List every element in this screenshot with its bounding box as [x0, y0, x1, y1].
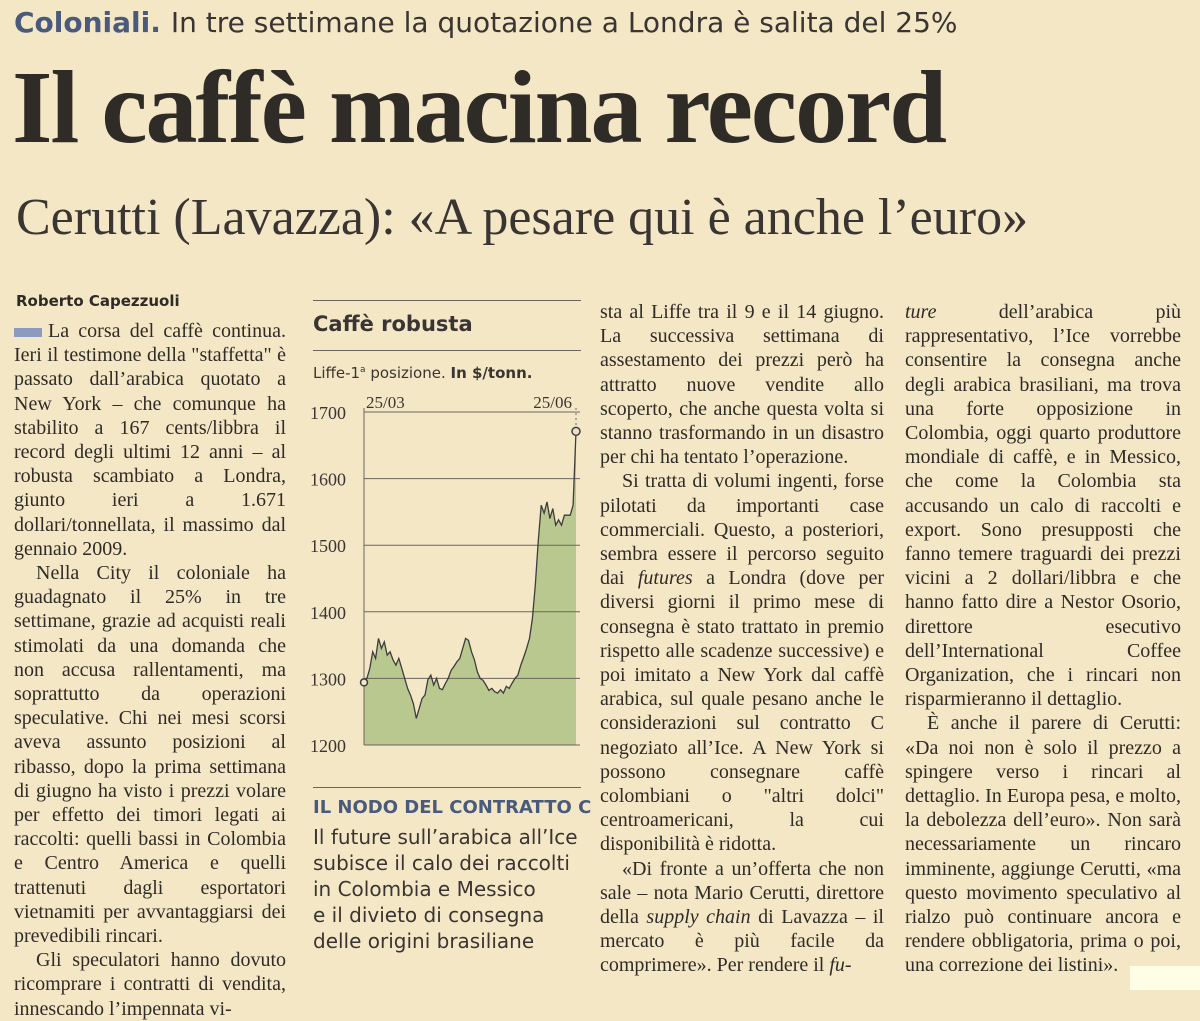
paragraph: Gli speculatori hanno dovuto ricomprare i contratti di vendita, innescando l’impennata vi-: [14, 949, 286, 1020]
italic-run: futures: [637, 567, 693, 590]
box-rule: [313, 787, 581, 788]
italic-run: ture: [905, 301, 937, 323]
text-run: Si tratta di volumi ingenti, forse pilotati da importanti case commerciali. Questo, a posteriori, sembra essere il percorso seguito dai: [600, 470, 884, 590]
box-text: [313, 824, 593, 954]
italic-run: fu-: [829, 954, 852, 977]
price-chart: [300, 392, 590, 767]
chart-subtitle: [313, 364, 532, 382]
y-tick-label: 1300: [310, 669, 346, 690]
chart-subtitle-sup: a: [360, 365, 366, 375]
paragraph: Nella City il coloniale ha guadagnato il 25% in tre settimane, grazie ad acquisti reali stimolati da una domanda che non accusa rallentamenti, ma soprattutto da operazioni speculative. Chi nei mesi scorsi aveva assunto posizioni al ribasso, dopo la prima settimana di giugno ha visto i prezzi volare per effetto dei timori legati ai raccolti: quelli bassi in Colombia e Centro America e quelli trattenuti dagli esportatori vietnamiti per avvantaggiarsi dei prevedibili rincari.: [14, 562, 286, 948]
text-run: di Lavazza – il mercato è più facile da comprimere». Per rendere il: [600, 906, 884, 977]
chart-top-rule: [313, 300, 581, 301]
box-line: e il divieto di consegna: [313, 903, 545, 927]
start-date-label: 25/03: [366, 393, 405, 412]
text-run: dell’arabica più rappresentativo, l’Ice vorrebbe consentire la consegna anche degli arabica brasiliani, ma trova una forte opposizione in Colombia, oggi quarto produttore mondiale di caffè, e in Messico, che come la Colombia sta accusando un calo di raccolti e export. Sono presupposti che fanno temere traguardi dei prezzi vicini a 2 dollari/libbra e che hanno fatto dire a Nestor Osorio, direttore esecutivo dell’International Coffee Organization, che i rincari non risparmieranno il dettaglio.: [905, 301, 1181, 711]
paragraph-text: La corsa del caffè continua. Ieri il testimone della "staffetta" è passato dall’arabica quotato a New York – che comunque ha stabilito a 167 cents/libbra il record degli ultimi 12 anni – al robusta scambiato a Londra, giunto ieri a 1.671 dollari/tonnellata, il massimo dal gennaio 2009.: [14, 320, 286, 560]
italic-run: supply chain: [646, 906, 751, 929]
paragraph: È anche il parere di Cerutti: «Da noi non è solo il prezzo a spingere verso i rincari al dettaglio. In Europa pesa, e molto, la debolezza dell’euro». Non sarà necessariamente un rincaro imminente, aggiunge Cerutti, «ma questo movimento speculativo al rialzo può continuare ancora e rendere obbligatoria, prima o poi, una correzione dei listini».: [905, 712, 1181, 977]
kicker-text: In tre settimane la quotazione a Londra è salita del 25%: [170, 6, 958, 39]
kicker: [14, 6, 1194, 39]
paragraph: sta al Liffe tra il 9 e il 14 giugno. La successiva settimana di assestamento dei prezzi però ha attratto nuove vendite allo scoperto, che anche questa volta si stanno trasformando in un disastro per chi ha tentato l’operazione.: [600, 301, 884, 469]
box-line: subisce il calo dei raccolti: [313, 851, 570, 875]
byline: Roberto Capezzuoli: [16, 292, 180, 310]
section-label: Coloniali: [14, 6, 151, 39]
y-tick-label: 1500: [310, 536, 346, 557]
chart-title-rule: [313, 350, 581, 351]
end-date-label: 25/06: [533, 393, 572, 412]
y-tick-label: 1700: [310, 403, 346, 423]
box-line: in Colombia e Messico: [313, 877, 536, 901]
box-line: Il future sull’arabica all’Ice: [313, 825, 578, 849]
chart-subtitle-prefix: Liffe-1: [313, 364, 361, 382]
paragraph: [600, 469, 884, 856]
y-tick-label: 1400: [310, 602, 346, 623]
article-column-4: [905, 300, 1181, 978]
article-column-3: [600, 300, 884, 978]
paragraph-marker-icon: [14, 328, 42, 337]
box-line: delle origini brasiliane: [313, 929, 535, 953]
y-tick-label: 1200: [310, 736, 346, 756]
chart-title: Caffè robusta: [313, 312, 473, 336]
start-point: [361, 679, 368, 686]
text-run: a Londra (dove per diversi giorni il primo mese di consegna è stato trattato in premio rispetto alle scadenze successive) e poi imitato a New York dal caffè arabica, sul quale pesano anche le considerazioni sul contratto C negoziato all’Ice. A New York si possono consegnare caffè colombiani o "altri dolci" centroamericani, la cui disponibilità è ridotta.: [600, 567, 884, 856]
article-column-1: [14, 319, 286, 1021]
section-dot: .: [150, 6, 161, 39]
paragraph: [600, 857, 884, 978]
paragraph: [14, 319, 286, 561]
subhead: Cerutti (Lavazza): «A pesare qui è anche l’euro»: [16, 189, 1029, 246]
chart-subtitle-unit: In $/tonn.: [450, 364, 533, 382]
box-title: IL NODO DEL CONTRATTO C: [313, 797, 592, 818]
text-run: «Di fronte a un’offerta che non sale – nota Mario Cerutti, direttore della: [600, 857, 884, 929]
headline: Il caffè macina record: [12, 50, 946, 165]
end-point: [572, 427, 580, 435]
paragraph: [905, 300, 1181, 711]
chart-subtitle-mid: posizione.: [365, 364, 451, 382]
page-corner: [1130, 966, 1200, 990]
y-tick-label: 1600: [310, 469, 346, 490]
